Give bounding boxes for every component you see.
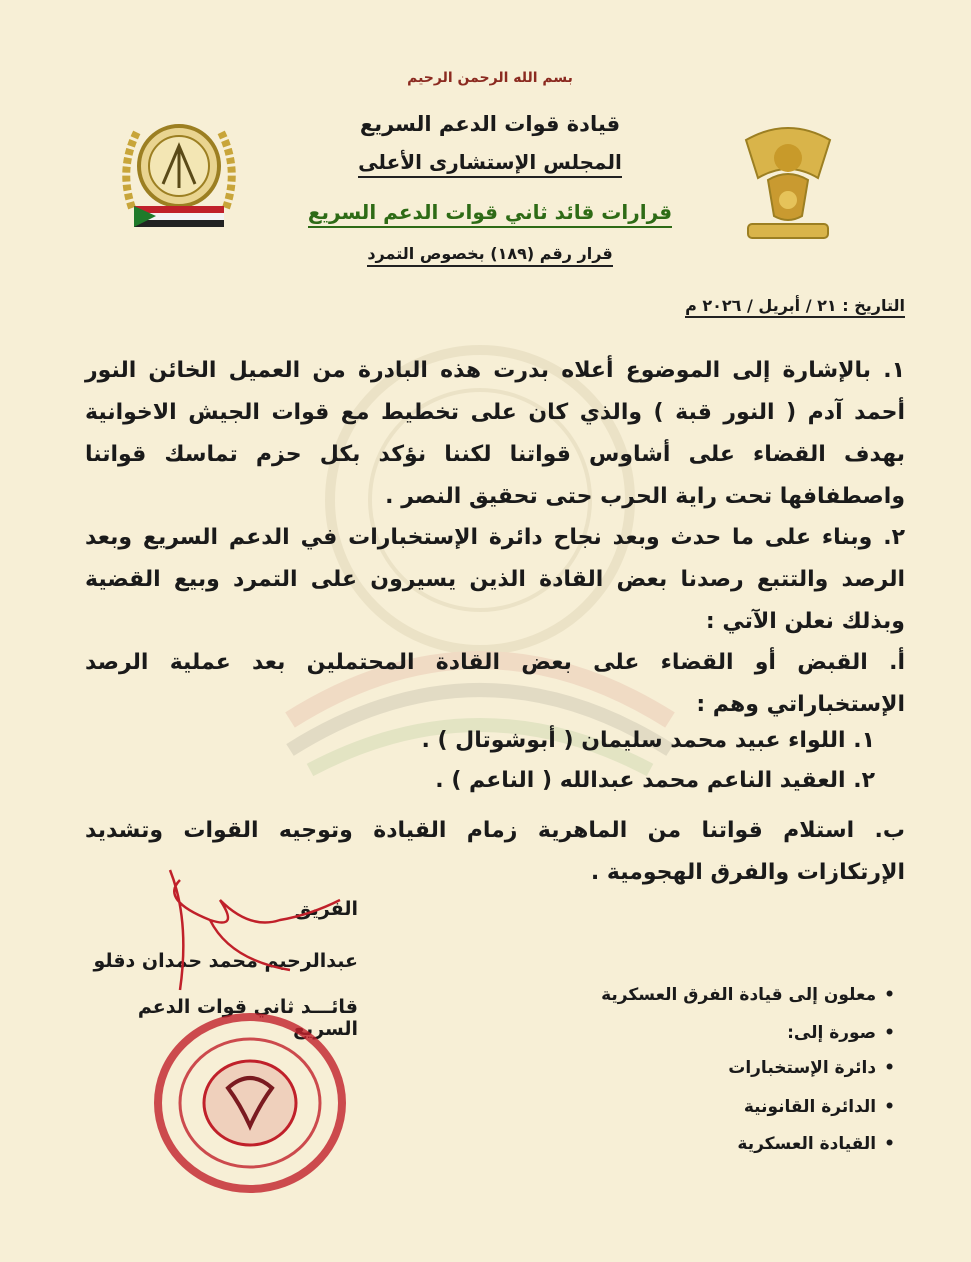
command-title: قيادة قوات الدعم السريع <box>359 112 621 136</box>
decree-number: قرار رقم (١٨٩) بخصوص التمرد <box>300 244 680 263</box>
sudan-emblem-icon <box>738 120 838 248</box>
list-item: ١. اللواء عبيد محمد سليمان ( أبوشوتال ) . <box>421 728 875 753</box>
paragraph-2: ٢. وبناء على ما حدث وبعد نجاح دائرة الإستخبارات في الدعم السريع وبعد الرصد والتتبع رصدنا بعض القادة الذين يسيرون على التمرد وبيع القضية وبذلك نعلن الآتي : <box>85 525 905 634</box>
basmala: بسم الله الرحمن الرحيم <box>407 70 573 86</box>
council-title: المجلس الإستشارى الأعلى <box>300 150 680 174</box>
official-stamp <box>150 1008 350 1198</box>
distribution-item: •دائرة الإستخبارات <box>728 1058 895 1078</box>
handwritten-signature <box>150 860 350 1000</box>
distribution-item: •صورة إلى: <box>787 1023 895 1043</box>
distribution-item: •معلون إلى قيادة الفرق العسكرية <box>601 985 895 1005</box>
paragraph-1: ١. بالإشارة إلى الموضوع أعلاه بدرت هذه البادرة من العميل الخائن النور أحمد آدم ( النور قبة ) والذي كان على تخطيط مع قوات الجيش الاخوانية بهدف القضاء على أشاوس قواتنا لكننا نؤكد بكل حزم تماسك قواتنا واصطفافها تحت راية الحرب حتى تحقيق النصر . <box>85 358 905 509</box>
paragraph-a: أ. القبض أو القضاء على بعض القادة المحتملين بعد عملية الرصد الإستخباراتي وهم : <box>85 650 905 717</box>
decisions-title: قرارات قائد ثاني قوات الدعم السريع <box>300 200 680 224</box>
distribution-item: •الدائرة القانونية <box>743 1097 895 1117</box>
list-item: ٢. العقيد الناعم محمد عبدالله ( الناعم ) . <box>435 768 875 793</box>
rsf-emblem-icon <box>118 108 240 243</box>
signatory-title: قائـــد ثاني قوات الدعم السريع <box>137 996 358 1040</box>
paragraph-b: ب. استلام قواتنا من الماهرية زمام القيادة وتوجيه القوات وتشديد الإرتكازات والفرق الهجومية . <box>85 818 905 885</box>
signatory-rank: الفريق <box>294 898 358 920</box>
signatory-name: عبدالرحيم محمد حمدان دقلو <box>93 950 358 972</box>
distribution-item: •القيادة العسكرية <box>737 1134 895 1154</box>
document-date: التاريخ : ٢١ / أبريل / ٢٠٢٦ م <box>685 296 905 315</box>
